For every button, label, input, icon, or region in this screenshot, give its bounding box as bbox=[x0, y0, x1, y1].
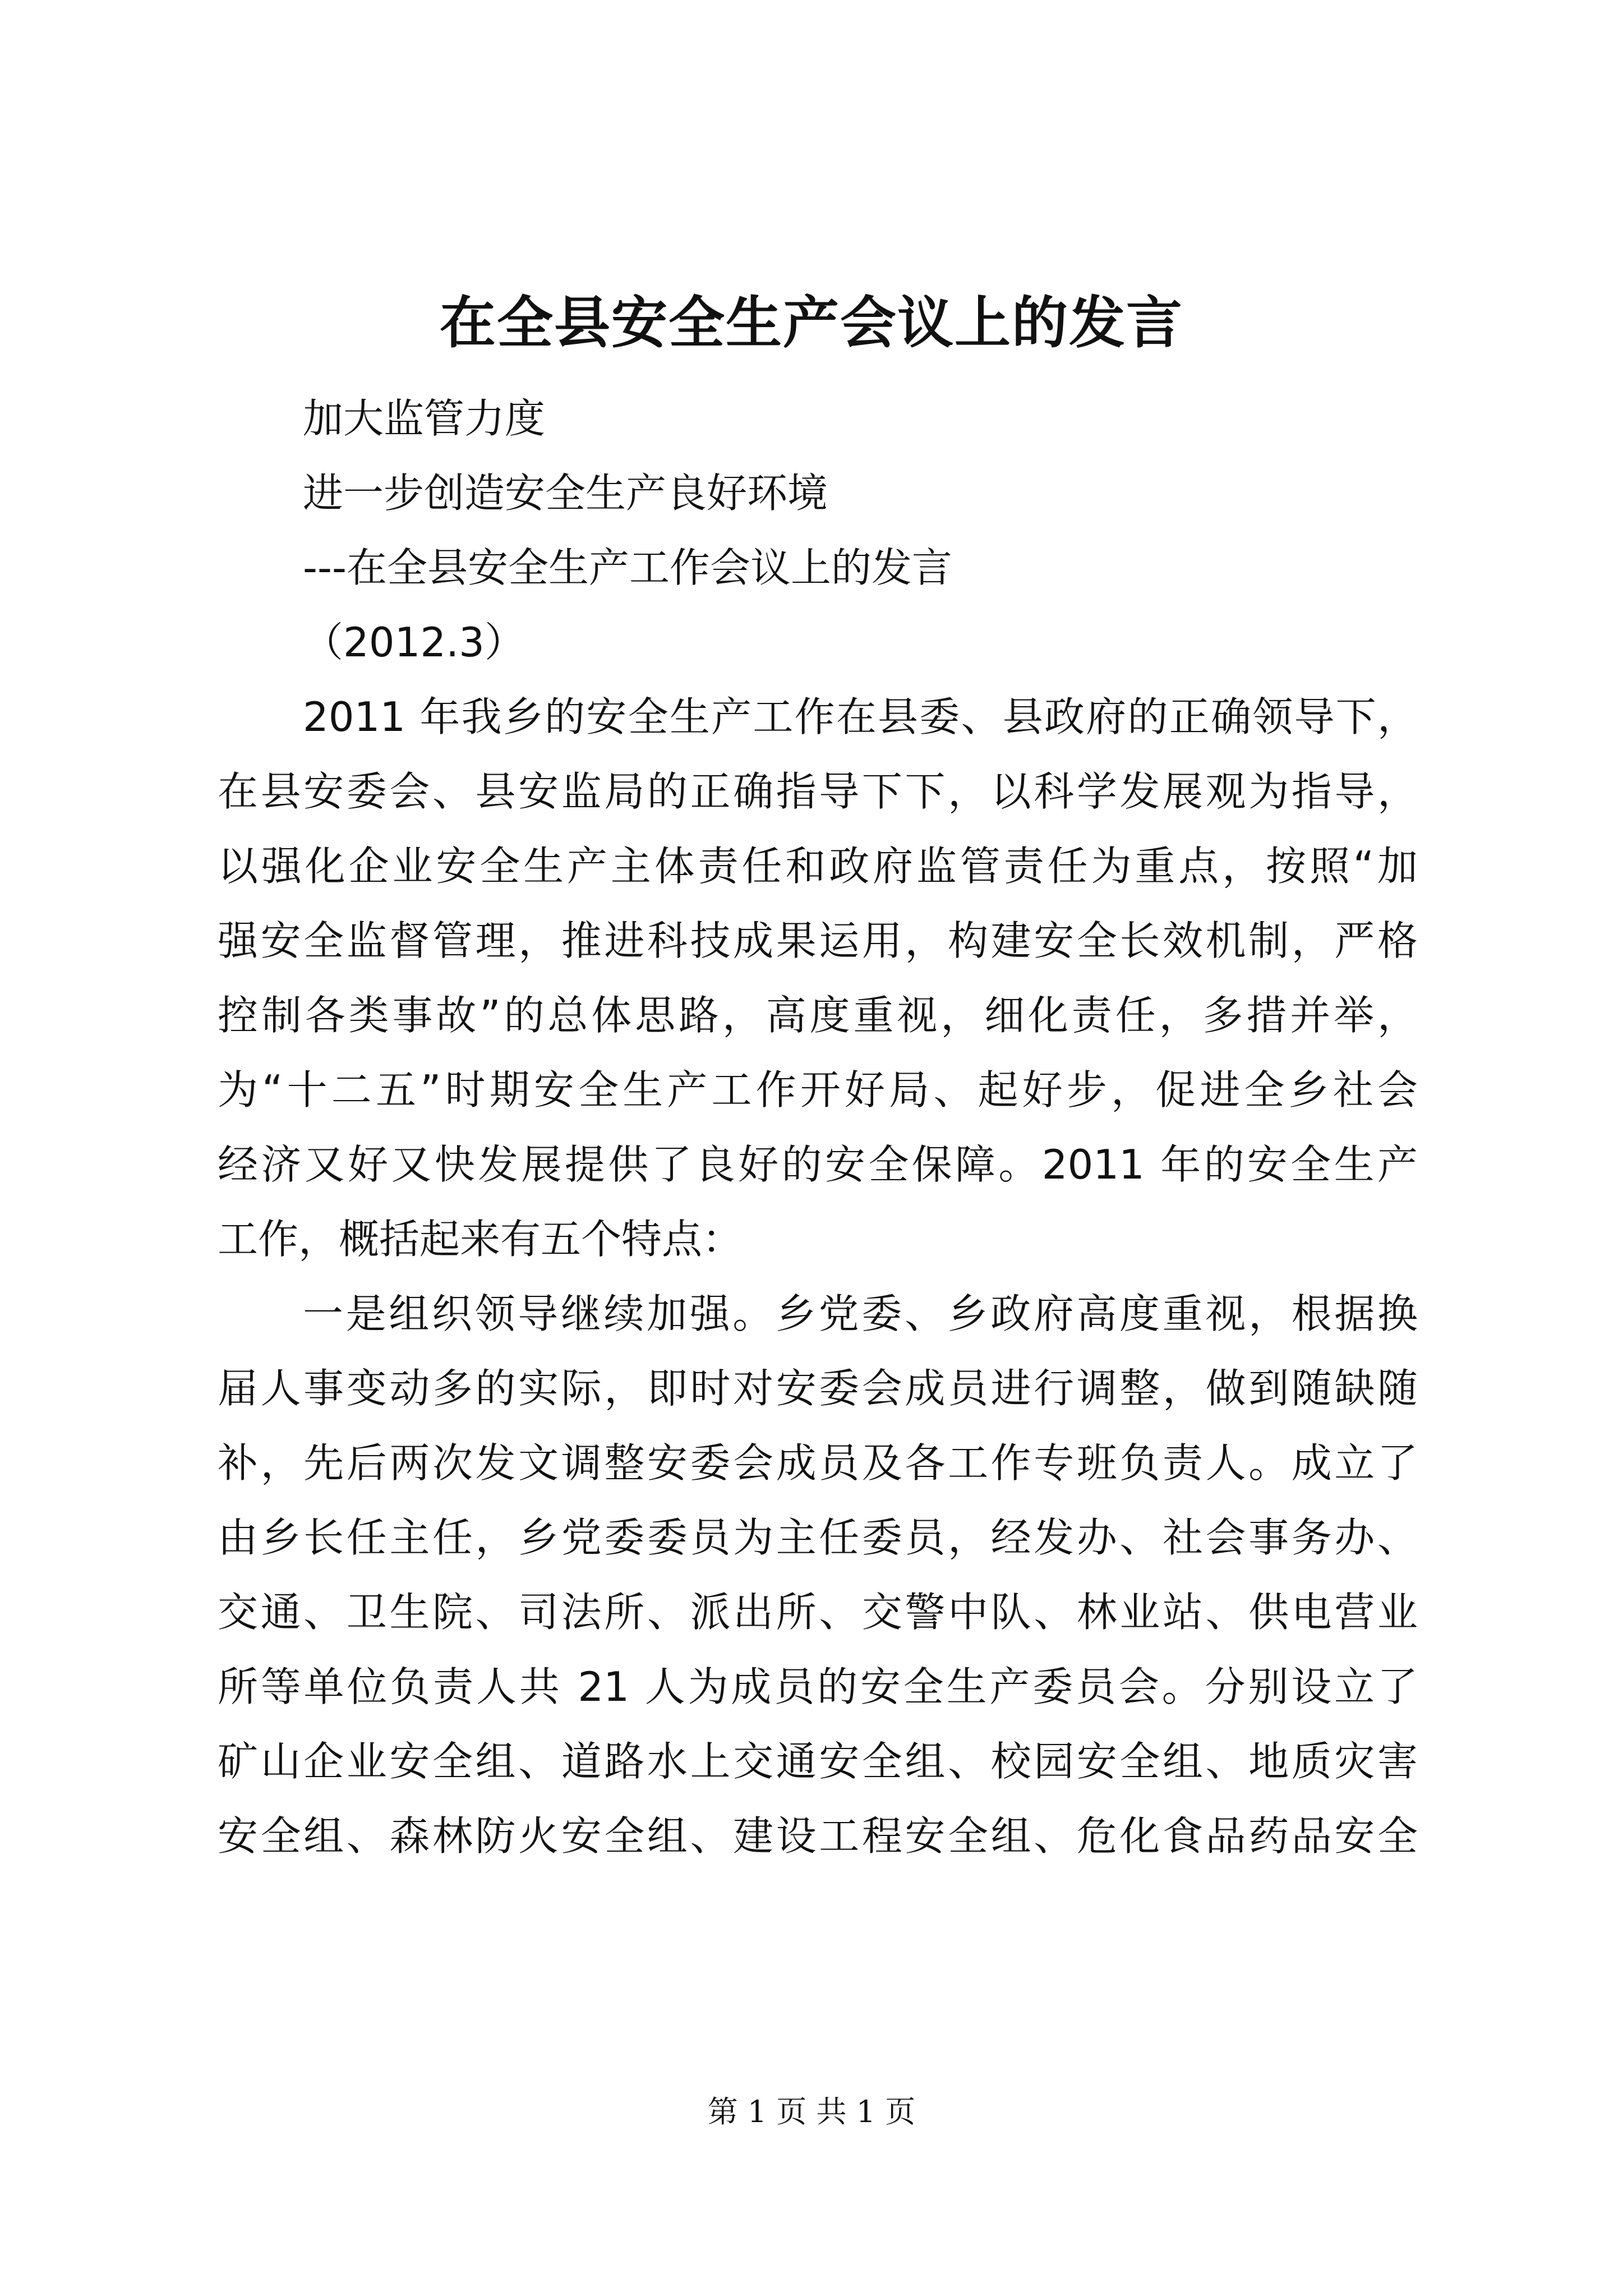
document-body bbox=[218, 381, 1418, 1874]
text-line: 届人事变动多的实际，即时对安委会成员进行调整，做到随缺随 bbox=[218, 1365, 1418, 1412]
page-footer: 第 1 页 共 1 页 bbox=[707, 2094, 916, 2129]
text-line: 经济又好又快发展提供了良好的安全保障。2011 年的安全生产 bbox=[218, 1141, 1418, 1188]
text-line: 工作，概括起来有五个特点： bbox=[218, 1216, 743, 1263]
text-line: 以强化企业安全生产主体责任和政府监管责任为重点，按照“加 bbox=[218, 843, 1418, 890]
text-line: 在县安委会、县安监局的正确指导下下，以科学发展观为指导， bbox=[218, 768, 1418, 815]
text-line: 安全组、森林防火安全组、建设工程安全组、危化食品药品安全 bbox=[218, 1812, 1418, 1860]
text-line: 一是组织领导继续加强。乡党委、乡政府高度重视，根据换 bbox=[303, 1290, 1418, 1337]
text-line: ---在全县安全生产工作会议上的发言 bbox=[303, 544, 952, 591]
text-line: 补，先后两次发文调整安委会成员及各工作专班负责人。成立了 bbox=[218, 1439, 1418, 1487]
document-title: 在全县安全生产会议上的发言 bbox=[440, 289, 1183, 356]
text-line: 为“十二五”时期安全生产工作开好局、起好步，促进全乡社会 bbox=[218, 1066, 1418, 1114]
text-line: 2011 年我乡的安全生产工作在县委、县政府的正确领导下， bbox=[303, 693, 1418, 740]
text-line: 交通、卫生院、司法所、派出所、交警中队、林业站、供电营业 bbox=[218, 1589, 1418, 1636]
text-line: 矿山企业安全组、道路水上交通安全组、校园安全组、地质灾害 bbox=[218, 1738, 1418, 1785]
text-line: 加大监管力度 bbox=[303, 395, 546, 442]
text-line: 强安全监督管理，推进科技成果运用，构建安全长效机制，严格 bbox=[218, 917, 1418, 964]
text-line: 由乡长任主任，乡党委委员为主任委员，经发办、社会事务办、 bbox=[218, 1514, 1418, 1561]
text-line: 进一步创造安全生产良好环境 bbox=[303, 470, 828, 517]
text-line: （2012.3） bbox=[303, 619, 525, 666]
text-line: 所等单位负责人共 21 人为成员的安全生产委员会。分别设立了 bbox=[218, 1663, 1418, 1710]
text-line: 控制各类事故”的总体思路，高度重视，细化责任，多措并举， bbox=[218, 992, 1418, 1039]
